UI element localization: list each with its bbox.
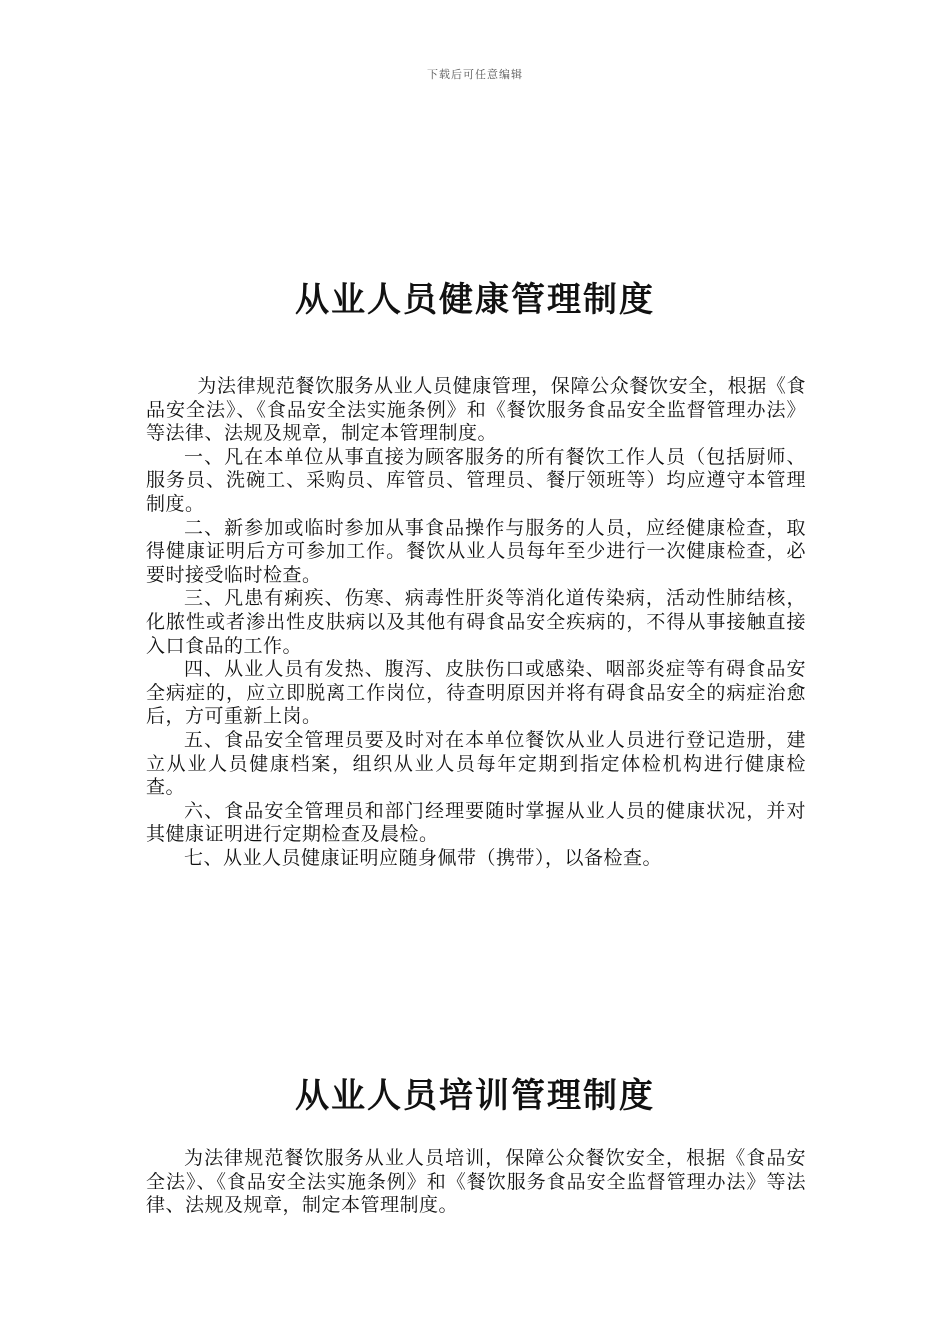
intro-paragraph: 为法律规范餐饮服务从业人员健康管理，保障公众餐饮安全，根据《食品安全法》、《食品安全法实施条例》和《餐饮服务食品安全监督管理办法》等法律、法规及规章，制定本管理制度。 [146, 375, 806, 445]
clause-3: 三、凡患有痢疾、伤寒、病毒性肝炎等消化道传染病，活动性肺结核，化脓性或者渗出性皮肤病以及其他有碍食品安全疾病的，不得从事接触直接入口食品的工作。 [146, 587, 806, 657]
clause-4: 四、从业人员有发热、腹泻、皮肤伤口或感染、咽部炎症等有碍食品安全病症的，应立即脱离工作岗位，待查明原因并将有碍食品安全的病症治愈后，方可重新上岗。 [146, 658, 806, 728]
clause-6: 六、食品安全管理员和部门经理要随时掌握从业人员的健康状况，并对其健康证明进行定期检查及晨检。 [146, 799, 806, 846]
section-body-training [146, 1147, 806, 1218]
clause-5: 五、食品安全管理员要及时对在本单位餐饮从业人员进行登记造册，建立从业人员健康档案，组织从业人员每年定期到指定体检机构进行健康检查。 [146, 728, 806, 799]
section-title-health: 从业人员健康管理制度 [295, 280, 655, 320]
section-body-health [146, 375, 806, 870]
clause-7: 七、从业人员健康证明应随身佩带（携带），以备检查。 [184, 846, 663, 869]
clause-1: 一、凡在本单位从事直接为顾客服务的所有餐饮工作人员（包括厨师、服务员、洗碗工、采购员、库管员、管理员、餐厅领班等）均应遵守本管理制度。 [146, 445, 806, 515]
intro-paragraph: 为法律规范餐饮服务从业人员培训，保障公众餐饮安全，根据《食品安全法》、《食品安全法实施条例》和《餐饮服务食品安全监督管理办法》等法律、法规及规章，制定本管理制度。 [146, 1147, 806, 1217]
clause-2: 二、新参加或临时参加从事食品操作与服务的人员，应经健康检查，取得健康证明后方可参加工作。餐饮从业人员每年至少进行一次健康检查，必要时接受临时检查。 [146, 516, 806, 586]
page-header-note: 下载后可任意编辑 [427, 68, 523, 81]
section-title-training: 从业人员培训管理制度 [295, 1076, 655, 1116]
